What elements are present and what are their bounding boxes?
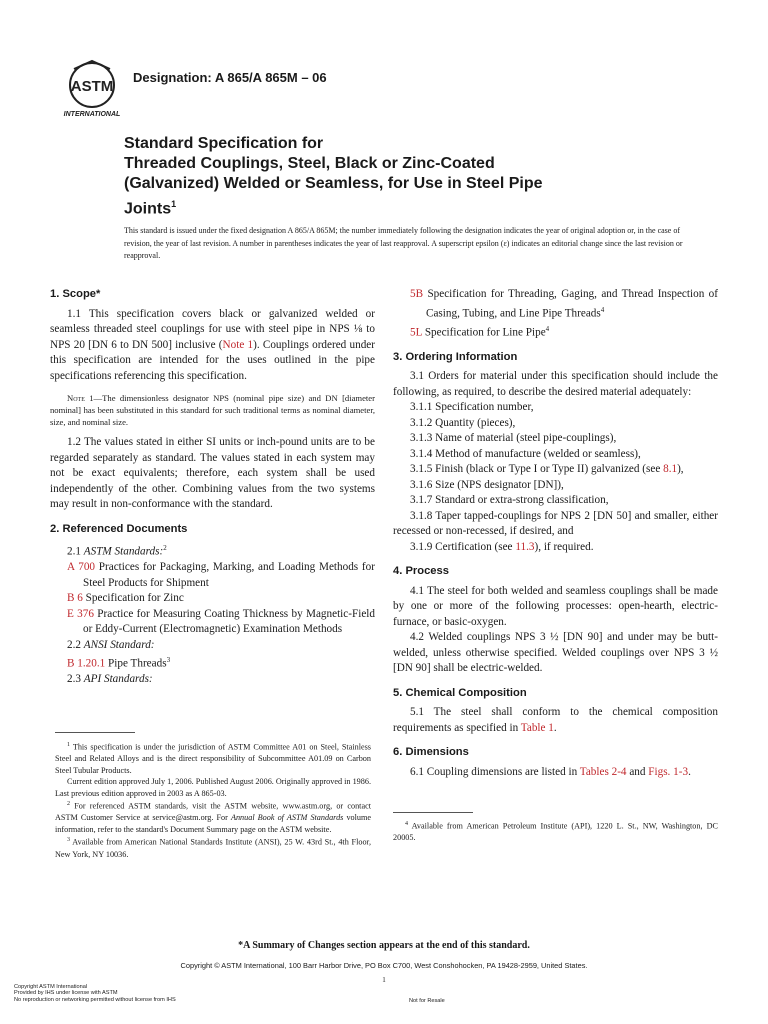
paragraph-2-1: 2.1 ASTM Standards:$^2$ — [67, 544, 167, 558]
page-number: 1 — [382, 976, 386, 984]
list-item: 3.1.8 Taper tapped-couplings for NPS 2 [DN 50] and smaller, either recessed or non-recessed, if desired, and — [393, 509, 718, 538]
paragraph-5-1: 5.1 The steel shall conform to the chemical composition requirements as specified in Table 1. — [393, 706, 718, 734]
footnotes-left — [55, 740, 371, 860]
provider-line-1: Copyright ASTM International — [14, 984, 88, 990]
paragraph-4-1: 4.1 The steel for both welded and seamless couplings shall be made by one or more of the following processes: open-hearth, electric-furnace, or basic-oxygen. — [393, 584, 718, 628]
e376-link[interactable]: E 376 — [67, 607, 94, 620]
section-heading-referenced-documents: 2. Referenced Documents — [50, 522, 188, 535]
5b-link[interactable]: 5B — [410, 288, 424, 300]
reference-a700: A 700 Practices for Packaging, Marking, and Loading Methods for Steel Products for Shipment — [67, 561, 375, 589]
list-item: 3.1.9 Certification (see 11.3), if required. — [410, 540, 594, 553]
summary-notice: *A Summary of Changes section appears at the end of this standard. — [238, 940, 530, 951]
list-item: 3.1.2 Quantity (pieces), — [410, 416, 516, 429]
section-heading-chemical: 5. Chemical Composition — [393, 686, 527, 699]
note-1-link[interactable]: Note 1 — [222, 338, 254, 351]
footnotes-right — [393, 819, 718, 844]
list-item: 3.1.4 Method of manufacture (welded or seamless), — [410, 447, 641, 460]
reference-b6: B 6 Specification for Zinc — [67, 592, 184, 605]
section-heading-scope: 1. Scope* — [50, 288, 101, 300]
not-for-resale: Not for Resale — [409, 998, 445, 1004]
b6-link[interactable]: B 6 — [67, 592, 83, 605]
figs-1-3-link[interactable]: Figs. 1-3 — [648, 765, 689, 778]
b1201-link[interactable]: B 1.20.1 — [67, 657, 106, 670]
footnote-divider-left — [55, 732, 135, 733]
section-heading-process: 4. Process — [393, 565, 449, 578]
8-1-link[interactable]: 8.1 — [663, 463, 678, 476]
right-column — [393, 287, 718, 780]
reference-5l: 5L Specification for Line Pipe$^4$ — [410, 324, 550, 339]
footnote-1-edition: Current edition approved July 1, 2006. Published August 2006. Originally approved in 1986. Last previous edition approved in 2003 as A 865-03. — [55, 777, 371, 798]
table-1-link[interactable]: Table 1 — [520, 721, 554, 734]
list-item: 3.1.1 Specification number, — [410, 401, 534, 414]
footnote-4: $^4$ Available from American Petroleum Institute (API), 1220 L. St., NW, Washington, DC 20005. — [393, 821, 718, 843]
5l-link[interactable]: 5L — [410, 326, 423, 339]
note-1: Note 1—The dimensionless designator NPS (nominal pipe size) and DN [diameter nominal] has been substituted in this standard for such traditional terms as nominal diameter, size, and nominal size. — [50, 393, 375, 427]
left-column — [50, 287, 375, 688]
11-3-link[interactable]: 11.3 — [515, 540, 535, 553]
reference-b1201: B 1.20.1 Pipe Threads$^3$ — [67, 656, 171, 670]
footnote-1: $^1$ This specification is under the jurisdiction of ASTM Committee A01 on Steel, Stainless Steel and Related Alloys and is the direct responsibility of Subcommittee A01.09 on Carbon Steel Tubular Products. — [55, 742, 371, 775]
paragraph-1-2: 1.2 The values stated in either SI units or inch-pound units are to be regarded separately as standard. The values stated in each system may not be exact equivalents; therefore, each system shall be used independently of the other. Combining values from the two systems may result in non-conformance with the standard. — [50, 436, 375, 510]
paragraph-3-1: 3.1 Orders for material under this specification should include the following, as required, to describe the desired material adequately: — [393, 370, 718, 398]
copyright-line: Copyright © ASTM International, 100 Barr Harbor Drive, PO Box C700, West Conshohocken, PA 19428-2959, United States. — [180, 961, 588, 970]
issuance-statement: This standard is issued under the fixed designation A 865/A 865M; the number immediately following the designation indicates the year of original adoption or, in the case of revision, the year of last revision. A number in parentheses indicates the year of last reapproval. A superscript epsilon (ε) indicates an editorial change since the last revision or reapproval. — [124, 226, 683, 260]
logo-text-top: ASTM — [70, 78, 114, 95]
paragraph-2-3: 2.3 API Standards: — [67, 673, 153, 686]
provider-line-3: No reproduction or networking permitted without license from IHS — [14, 996, 176, 1003]
footnote-3: $^3$ Available from American National Standards Institute (ANSI), 25 W. 43rd St., 4th Floor, New York, NY 10036. — [55, 837, 371, 859]
title-line-1: Standard Specification for — [124, 135, 324, 152]
section-heading-ordering: 3. Ordering Information — [393, 350, 518, 363]
section-heading-dimensions: 6. Dimensions — [393, 746, 469, 759]
tables-2-4-link[interactable]: Tables 2-4 — [579, 765, 627, 778]
document-title — [124, 134, 684, 219]
list-item: 3.1.5 Finish (black or Type I or Type II) galvanized (see 8.1), — [410, 463, 684, 476]
title-line-2: Threaded Couplings, Steel, Black or Zinc-Coated — [124, 155, 495, 172]
paragraph-1-1: 1.1 This specification covers black or galvanized welded or seamless threaded steel couplings for use with steel pipe in NPS ⅛ to NPS 20 [DN 6 to DN 500] inclusive (Note 1). Couplings ordered under this specification are intended for the uses outlined in the pipe specifications referencing this specification. — [50, 307, 375, 382]
designation: Designation: A 865/A 865M – 06 — [133, 70, 327, 85]
a700-link[interactable]: A 700 — [67, 561, 96, 574]
paragraph-2-2: 2.2 ANSI Standard: — [67, 638, 155, 651]
list-item: 3.1.6 Size (NPS designator [DN]), — [410, 478, 564, 491]
title-footnote-mark: 1 — [171, 199, 177, 209]
provider-line-2: Provided by IHS under license with ASTM — [14, 990, 118, 997]
provider-notice — [14, 984, 176, 1003]
title-line-3: (Galvanized) Welded or Seamless, for Use in Steel Pipe — [124, 175, 543, 192]
paragraph-6-1: 6.1 Coupling dimensions are listed in Tables 2-4 and Figs. 1-3. — [410, 765, 691, 778]
title-line-4: Joints$^1$ — [124, 199, 177, 218]
list-item: 3.1.3 Name of material (steel pipe-couplings), — [410, 432, 617, 445]
reference-e376: E 376 Practice for Measuring Coating Thickness by Magnetic-Field or Eddy-Current (Electromagnetic) Examination Methods — [67, 607, 375, 636]
footnote-divider-right — [393, 812, 473, 813]
reference-5b: 5B Specification for Threading, Gaging, and Thread Inspection of Casing, Tubing, and Line Pipe Threads$^4$ — [410, 288, 718, 320]
list-item: 3.1.7 Standard or extra-strong classification, — [410, 494, 609, 507]
astm-logo — [60, 55, 124, 119]
footnote-2: $^2$ For referenced ASTM standards, visit the ASTM website, www.astm.org, or contact ASTM Customer Service at service@astm.org. For Annual Book of ASTM Standards volume information, refer to the standard's Document Summary page on the ASTM website. — [55, 801, 372, 834]
logo-text-bottom: INTERNATIONAL — [63, 111, 121, 118]
paragraph-4-2: 4.2 Welded couplings NPS 3 ½ [DN 90] and under may be butt-welded, unless otherwise specified. Welded couplings over NPS 3 ½ [DN 90] shall be electric-welded. — [393, 631, 718, 675]
